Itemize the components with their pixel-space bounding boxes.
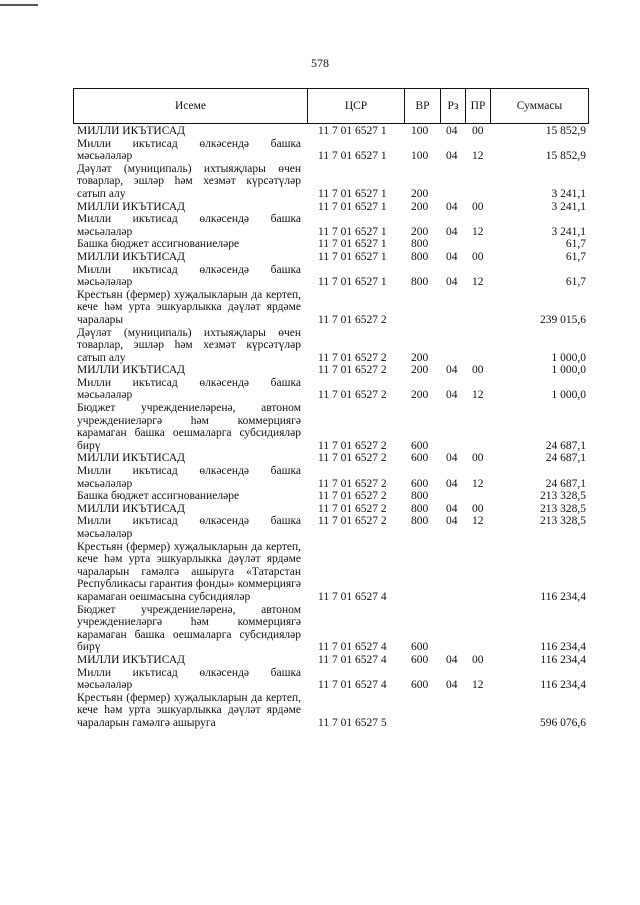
row-sum: 24 687,1 <box>545 477 586 490</box>
budget-table-body <box>77 125 589 730</box>
row-sum: 213 328,5 <box>540 502 586 515</box>
table-row <box>77 604 589 654</box>
table-row <box>77 692 589 730</box>
row-name: Милли икътисад өлкәсендә башка мәсьәләләр <box>77 666 301 692</box>
row-rz: 04 <box>446 502 458 515</box>
table-row <box>77 452 589 465</box>
row-vr: 800 <box>411 250 429 263</box>
row-csr: 11 7 01 6527 4 <box>318 590 387 603</box>
row-csr: 11 7 01 6527 2 <box>318 515 387 528</box>
row-rz: 04 <box>446 276 458 289</box>
row-pr: 12 <box>472 679 484 692</box>
row-name: МИЛЛИ ИКЪТИСАД <box>77 653 185 666</box>
row-csr: 11 7 01 6527 1 <box>318 125 387 137</box>
row-csr: 11 7 01 6527 1 <box>318 238 387 251</box>
row-pr: 12 <box>472 225 484 238</box>
row-csr: 11 7 01 6527 2 <box>318 490 387 503</box>
row-name: Милли икътисад өлкәсендә башка мәсьәләләр <box>77 376 301 402</box>
row-name: Крестьян (фермер) хуҗалыкларын да кертеп, кече һәм урта эшкуарлыкка дәүләт ярдәме чараларын гамәлгә ашыруга «Татарстан Республикасы гарантия фонды» коммерциягә карамаган оешмасына субсидияләр <box>77 540 301 603</box>
row-pr: 00 <box>472 452 484 465</box>
row-pr: 12 <box>472 150 484 163</box>
row-name: Милли икътисад өлкәсендә башка мәсьәләләр <box>77 515 301 540</box>
row-vr: 600 <box>411 679 429 692</box>
row-name: МИЛЛИ ИКЪТИСАД <box>77 502 185 515</box>
table-row <box>77 138 589 163</box>
table-row <box>77 251 589 264</box>
row-rz: 04 <box>446 515 458 528</box>
row-rz: 04 <box>446 389 458 402</box>
row-pr: 00 <box>472 125 484 137</box>
row-csr: 11 7 01 6527 1 <box>318 187 387 200</box>
row-sum: 61,7 <box>565 250 586 263</box>
table-row <box>77 125 589 138</box>
row-vr: 100 <box>411 125 429 137</box>
row-name: Дәүләт (муниципаль) ихтыяҗлары өчен товарлар, эшләр һәм хезмәт күрсәтүләр сатып алу <box>77 326 301 364</box>
row-vr: 100 <box>411 150 429 163</box>
table-row <box>77 465 589 490</box>
row-pr: 00 <box>472 653 484 666</box>
row-name: Милли икътисад өлкәсендә башка мәсьәләләр <box>77 137 301 163</box>
row-sum: 1 000,0 <box>551 389 586 402</box>
row-vr: 200 <box>411 351 429 364</box>
table-row <box>77 490 589 503</box>
row-csr: 11 7 01 6527 4 <box>318 679 387 692</box>
row-sum: 15 852,9 <box>545 125 586 137</box>
table-header <box>73 88 589 124</box>
table-row <box>77 163 589 201</box>
row-csr: 11 7 01 6527 1 <box>318 200 387 213</box>
row-name: Крестьян (фермер) хуҗалыкларын да кертеп, кече һәм урта эшкуарлыкка дәүләт ярдәме чаралары <box>77 288 301 326</box>
table-row <box>77 667 589 692</box>
row-rz: 04 <box>446 225 458 238</box>
row-rz: 04 <box>446 200 458 213</box>
row-vr: 200 <box>411 187 429 200</box>
row-vr: 600 <box>411 452 429 465</box>
row-sum: 596 076,6 <box>540 716 586 729</box>
row-name: МИЛЛИ ИКЪТИСАД <box>77 250 185 263</box>
row-csr: 11 7 01 6527 2 <box>318 351 387 364</box>
table-row <box>77 503 589 516</box>
row-name: Милли икътисад өлкәсендә башка мәсьәләләр <box>77 465 301 490</box>
table-row <box>77 402 589 452</box>
row-sum: 116 234,4 <box>540 641 586 654</box>
row-pr: 12 <box>472 276 484 289</box>
row-vr: 200 <box>411 225 429 238</box>
row-csr: 11 7 01 6527 5 <box>318 716 387 729</box>
row-csr: 11 7 01 6527 2 <box>318 452 387 465</box>
row-name: Дәүләт (муниципаль) ихтыяҗлары өчен товарлар, эшләр һәм хезмәт күрсәтүләр сатып алу <box>77 162 301 200</box>
row-name: Бюджет учреждениеләренә, автоном учреждениеләргә һәм коммерциягә карамаган башка оешмаларга субсидияләр бирү <box>77 402 301 452</box>
row-pr: 00 <box>472 502 484 515</box>
row-vr: 800 <box>411 276 429 289</box>
table-row <box>77 213 589 238</box>
header-pr: ПР <box>466 89 491 123</box>
table-row <box>77 289 589 327</box>
row-csr: 11 7 01 6527 1 <box>318 150 387 163</box>
row-vr: 200 <box>411 364 429 377</box>
row-sum: 24 687,1 <box>545 452 586 465</box>
row-name: Милли икътисад өлкәсендә башка мәсьәләләр <box>77 263 301 289</box>
row-name: МИЛЛИ ИКЪТИСАД <box>77 125 185 137</box>
header-sum: Суммасы <box>516 100 563 112</box>
row-name: Милли икътисад өлкәсендә башка мәсьәләләр <box>77 213 301 238</box>
row-sum: 24 687,1 <box>545 439 586 452</box>
row-sum: 61,7 <box>565 238 586 251</box>
row-sum: 1 000,0 <box>551 351 586 364</box>
row-csr: 11 7 01 6527 2 <box>318 364 387 377</box>
row-pr: 12 <box>472 515 484 528</box>
row-vr: 600 <box>411 439 429 452</box>
row-csr: 11 7 01 6527 4 <box>318 641 387 654</box>
row-vr: 600 <box>411 641 429 654</box>
row-rz: 04 <box>446 679 458 692</box>
row-name: Башка бюджет ассигнованиеләре <box>77 238 240 251</box>
row-rz: 04 <box>446 364 458 377</box>
row-csr: 11 7 01 6527 4 <box>318 653 387 666</box>
row-rz: 04 <box>446 250 458 263</box>
row-sum: 116 234,4 <box>540 679 586 692</box>
row-csr: 11 7 01 6527 2 <box>318 502 387 515</box>
row-csr: 11 7 01 6527 2 <box>318 439 387 452</box>
row-rz: 04 <box>446 150 458 163</box>
row-rz: 04 <box>446 653 458 666</box>
row-name: Бюджет учреждениеләренә, автоном учреждениеләргә һәм коммерциягә карамаган башка оешмаларга субсидияләр бирү <box>77 603 301 654</box>
row-pr: 12 <box>472 477 484 490</box>
header-name: Исеме <box>74 89 308 123</box>
row-csr: 11 7 01 6527 2 <box>318 313 387 326</box>
row-sum: 3 241,1 <box>551 187 586 200</box>
row-sum: 3 241,1 <box>551 225 586 238</box>
row-name: Крестьян (фермер) хуҗалыкларын да кертеп, кече һәм урта эшкуарлыкка дәүләт ярдәме чараларын гамәлгә ашыруга <box>77 691 301 729</box>
row-sum: 116 234,4 <box>540 653 586 666</box>
row-csr: 11 7 01 6527 2 <box>318 389 387 402</box>
row-sum: 15 852,9 <box>545 150 586 163</box>
table-row <box>77 541 589 604</box>
row-sum: 61,7 <box>565 276 586 289</box>
row-pr: 00 <box>472 364 484 377</box>
row-sum: 116 234,4 <box>540 590 586 603</box>
header-vr: ВР <box>405 89 441 123</box>
row-pr: 00 <box>472 250 484 263</box>
header-csr: ЦСР <box>308 89 405 123</box>
row-csr: 11 7 01 6527 1 <box>318 276 387 289</box>
table-row <box>77 364 589 377</box>
row-rz: 04 <box>446 452 458 465</box>
header-rz: Рз <box>441 89 466 123</box>
row-csr: 11 7 01 6527 1 <box>318 250 387 263</box>
table-row <box>77 201 589 214</box>
row-name: Башка бюджет ассигнованиеләре <box>77 490 240 503</box>
row-sum: 239 015,6 <box>540 313 586 326</box>
row-vr: 800 <box>411 238 429 251</box>
row-vr: 600 <box>411 653 429 666</box>
row-vr: 800 <box>411 502 429 515</box>
row-name: МИЛЛИ ИКЪТИСАД <box>77 364 185 377</box>
row-name: МИЛЛИ ИКЪТИСАД <box>77 452 185 465</box>
row-rz: 04 <box>446 477 458 490</box>
row-vr: 800 <box>411 490 429 503</box>
row-sum: 213 328,5 <box>540 490 586 503</box>
table-row <box>77 264 589 289</box>
row-pr: 00 <box>472 200 484 213</box>
row-vr: 600 <box>411 477 429 490</box>
row-vr: 200 <box>411 200 429 213</box>
row-pr: 12 <box>472 389 484 402</box>
table-row <box>77 327 589 365</box>
table-row <box>77 654 589 667</box>
row-sum: 1 000,0 <box>551 364 586 377</box>
table-row <box>77 238 589 251</box>
row-csr: 11 7 01 6527 1 <box>318 225 387 238</box>
row-sum: 213 328,5 <box>540 515 586 528</box>
row-name: МИЛЛИ ИКЪТИСАД <box>77 200 185 213</box>
row-vr: 800 <box>411 515 429 528</box>
row-csr: 11 7 01 6527 2 <box>318 477 387 490</box>
row-rz: 04 <box>446 125 458 137</box>
table-row <box>77 515 589 540</box>
table-row <box>77 377 589 402</box>
row-vr: 200 <box>411 389 429 402</box>
page-number: 578 <box>311 56 329 70</box>
row-sum: 3 241,1 <box>551 200 586 213</box>
scan-corner-mark <box>0 4 38 6</box>
